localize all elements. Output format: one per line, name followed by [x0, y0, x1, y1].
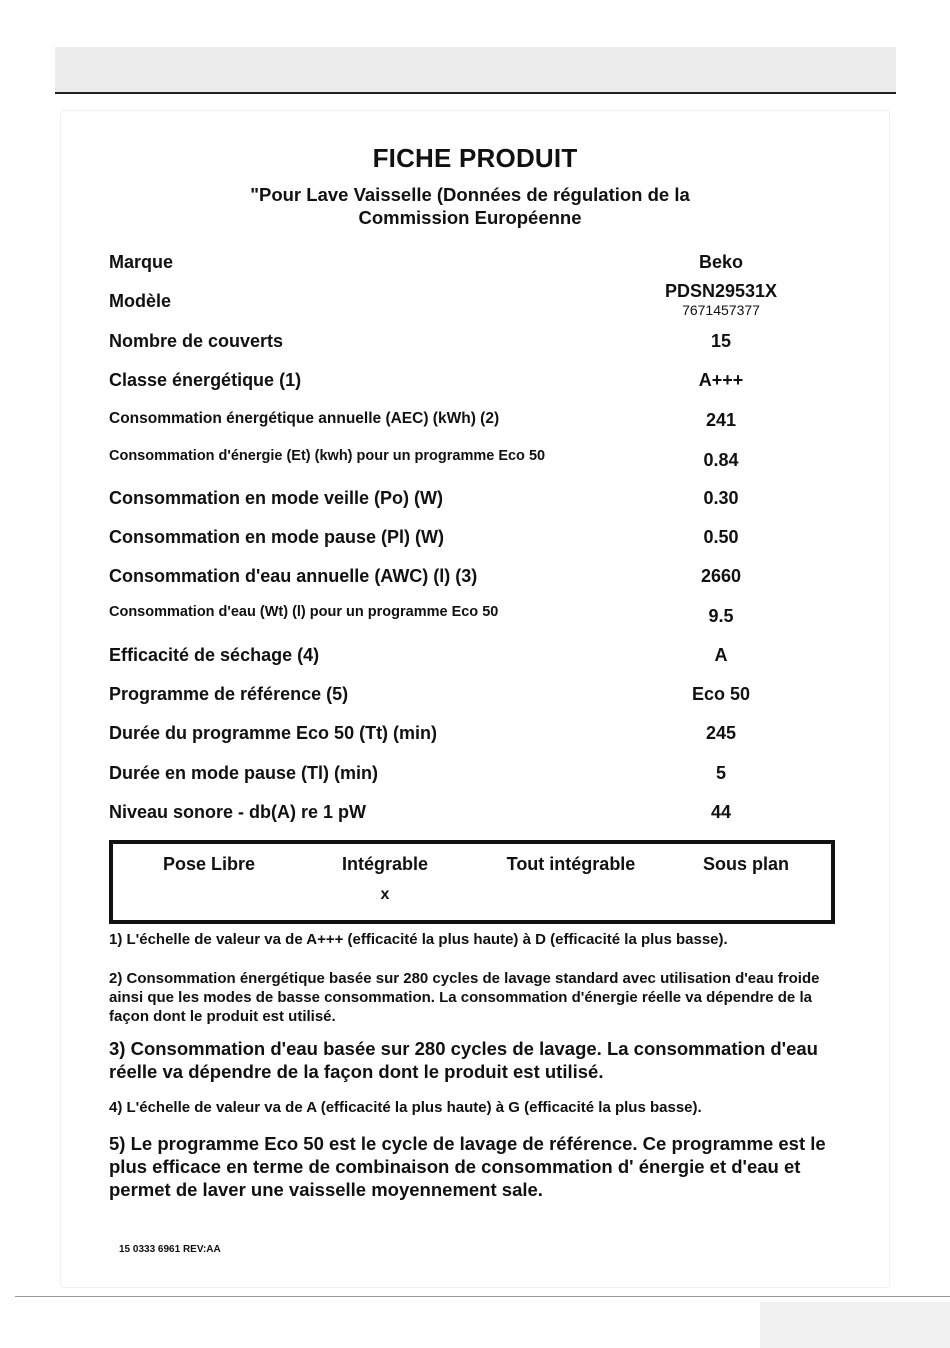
- footnote-5: 5) Le programme Eco 50 est le cycle de lavage de référence. Ce programme est le plus efficace en terme de combinaison de consommation d' énergie et d'eau et permet de laver une vaisselle moyennement sale.: [109, 1133, 826, 1200]
- install-selected-mark: x: [380, 886, 390, 903]
- spec-label: Consommation d'énergie (Et) (kwh) pour un programme Eco 50: [109, 448, 546, 464]
- spec-label: Consommation énergétique annuelle (AEC) (kWh) (2): [109, 410, 500, 427]
- spec-value: A+++: [698, 370, 744, 390]
- installation-type-box: [109, 840, 835, 924]
- document-reference: 15 0333 6961 REV:AA: [119, 1244, 221, 1255]
- install-option-sous-plan: Sous plan: [702, 854, 789, 874]
- spec-value: 9.5: [708, 606, 734, 626]
- spec-value: 5: [715, 763, 726, 783]
- spec-value: 2660: [700, 566, 742, 586]
- spec-value: A: [714, 645, 728, 665]
- spec-label: Programme de référence (5): [109, 684, 349, 704]
- spec-value: 15: [710, 331, 732, 351]
- footnote-3: 3) Consommation d'eau basée sur 280 cycles de lavage. La consommation d'eau réelle va dépendre de la façon dont le produit est utilisé.: [109, 1038, 818, 1082]
- spec-label: Consommation en mode veille (Po) (W): [109, 488, 444, 508]
- spec-value: 0.30: [703, 488, 739, 508]
- footnote-4: 4) L'échelle de valeur va de A (efficacité la plus haute) à G (efficacité la plus basse).: [109, 1099, 702, 1116]
- spec-label: Marque: [109, 252, 174, 272]
- spec-label: Durée en mode pause (Tl) (min): [109, 763, 379, 783]
- spec-label: Consommation d'eau (Wt) (l) pour un programme Eco 50: [109, 604, 499, 620]
- spec-label: Consommation d'eau annuelle (AWC) (l) (3): [109, 566, 478, 586]
- spec-label: Classe énergétique (1): [109, 370, 302, 390]
- spec-label: Nombre de couverts: [109, 331, 284, 351]
- subtitle-line-1: "Pour Lave Vaisselle (Données de régulation de la: [250, 184, 690, 205]
- bottom-divider: [15, 1296, 950, 1297]
- spec-value: 0.84: [703, 450, 739, 470]
- spec-value: Eco 50: [691, 684, 751, 704]
- install-option-pose-libre: Pose Libre: [162, 854, 256, 874]
- corner-box: [760, 1302, 950, 1348]
- spec-value: PDSN29531X: [664, 281, 778, 301]
- spec-label: Durée du programme Eco 50 (Tt) (min): [109, 723, 438, 743]
- install-option-integrable: Intégrable: [341, 854, 429, 874]
- spec-value: 44: [710, 802, 732, 822]
- top-bar: [55, 47, 896, 92]
- spec-label: Modèle: [109, 291, 172, 311]
- spec-value: Beko: [698, 252, 743, 272]
- spec-label: Consommation en mode pause (Pl) (W): [109, 527, 445, 547]
- page-title: FICHE PRODUIT: [372, 143, 578, 173]
- footnote-2: 2) Consommation énergétique basée sur 280 cycles de lavage standard avec utilisation d'eau froide ainsi que les modes de basse consommation. La consommation d'énergie réelle va dépendre de la façon dont le produit est utilisé.: [109, 970, 820, 1025]
- footnote-1: 1) L'échelle de valeur va de A+++ (efficacité la plus haute) à D (efficacité la plus basse).: [109, 931, 728, 948]
- page-subtitle: [220, 183, 720, 229]
- subtitle-line-2: Commission Européenne: [358, 207, 582, 228]
- spec-label: Niveau sonore - db(A) re 1 pW: [109, 802, 367, 822]
- install-option-tout-integrable: Tout intégrable: [506, 854, 636, 874]
- spec-label: Efficacité de séchage (4): [109, 645, 320, 665]
- spec-value: 0.50: [703, 527, 739, 547]
- top-divider: [55, 92, 896, 94]
- spec-value-sub: 7671457377: [682, 302, 760, 318]
- spec-value: 241: [705, 410, 737, 430]
- spec-value: 245: [705, 723, 737, 743]
